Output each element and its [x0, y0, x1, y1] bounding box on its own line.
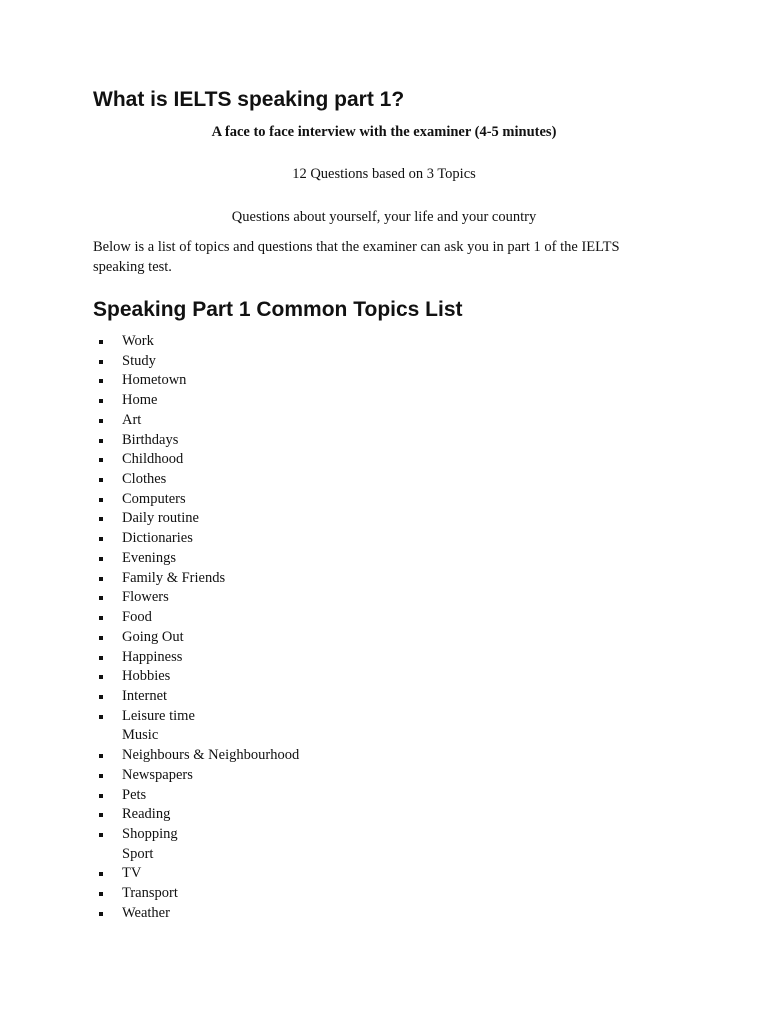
list-item-label: Dictionaries	[122, 530, 193, 547]
list-item	[93, 411, 299, 431]
list-item	[93, 509, 299, 529]
list-item-label: Study	[122, 352, 156, 369]
list-item-label: Flowers	[122, 589, 169, 606]
list-item-label: Happiness	[122, 648, 183, 665]
list-item	[93, 864, 299, 884]
list-item-label: Birthdays	[122, 431, 179, 448]
list-item	[93, 726, 299, 746]
square-bullet-icon	[99, 537, 103, 541]
square-bullet-icon	[99, 675, 103, 679]
square-bullet-icon	[99, 498, 103, 502]
square-bullet-icon	[99, 695, 103, 699]
square-bullet-icon	[99, 715, 103, 719]
question-count-line: 12 Questions based on 3 Topics	[292, 166, 476, 182]
list-item-label: Music	[122, 727, 159, 744]
subtitle: A face to face interview with the examiner (4-5 minutes)	[211, 124, 557, 140]
square-bullet-icon	[99, 872, 103, 876]
square-bullet-icon	[99, 379, 103, 383]
list-item	[93, 687, 299, 707]
list-item-label: Evenings	[122, 549, 176, 566]
topics-list	[93, 332, 299, 924]
square-bullet-icon	[99, 774, 103, 778]
list-item-label: Family & Friends	[122, 569, 226, 586]
list-item-label: TV	[122, 865, 142, 882]
list-item	[93, 332, 299, 352]
list-item	[93, 648, 299, 668]
section-heading: Speaking Part 1 Common Topics List	[93, 298, 463, 321]
square-bullet-icon	[99, 419, 103, 423]
square-bullet-icon	[99, 517, 103, 521]
square-bullet-icon	[99, 833, 103, 837]
square-bullet-icon	[99, 636, 103, 640]
list-item	[93, 391, 299, 411]
list-item	[93, 470, 299, 490]
list-item-label: Sport	[122, 845, 154, 862]
list-item-label: Pets	[122, 786, 147, 803]
list-item	[93, 608, 299, 628]
square-bullet-icon	[99, 577, 103, 581]
square-bullet-icon	[99, 557, 103, 561]
square-bullet-icon	[99, 794, 103, 798]
square-bullet-icon	[99, 399, 103, 403]
list-item-label: Transport	[122, 885, 178, 902]
list-item	[93, 786, 299, 806]
topics-line: Questions about yourself, your life and your country	[231, 209, 537, 225]
list-item-label: Daily routine	[122, 510, 199, 527]
list-item-label: Shopping	[122, 825, 178, 842]
square-bullet-icon	[99, 754, 103, 758]
list-item-label: Home	[122, 392, 158, 409]
square-bullet-icon	[99, 912, 103, 916]
list-item-label: Going Out	[122, 628, 184, 645]
list-item-label: Childhood	[122, 451, 184, 468]
list-item	[93, 450, 299, 470]
list-item	[93, 884, 299, 904]
list-item	[93, 371, 299, 391]
page-title: What is IELTS speaking part 1?	[93, 88, 405, 111]
square-bullet-icon	[99, 360, 103, 364]
list-item-label: Leisure time	[122, 707, 195, 724]
list-item	[93, 766, 299, 786]
list-item	[93, 569, 299, 589]
list-item	[93, 490, 299, 510]
list-item	[93, 667, 299, 687]
list-item-label: Newspapers	[122, 766, 193, 783]
list-item	[93, 431, 299, 451]
list-item	[93, 628, 299, 648]
list-item	[93, 746, 299, 766]
square-bullet-icon	[99, 596, 103, 600]
list-item-label: Computers	[122, 490, 186, 507]
list-item	[93, 904, 299, 924]
list-item	[93, 352, 299, 372]
list-item-label: Hobbies	[122, 668, 171, 685]
list-item-label: Food	[122, 609, 152, 626]
list-item	[93, 529, 299, 549]
list-item-label: Reading	[122, 806, 171, 823]
list-item-label: Neighbours & Neighbourhood	[122, 747, 300, 764]
list-item-label: Hometown	[122, 372, 187, 389]
square-bullet-icon	[99, 813, 103, 817]
square-bullet-icon	[99, 439, 103, 443]
list-item	[93, 588, 299, 608]
list-item-label: Art	[122, 411, 142, 428]
list-item	[93, 549, 299, 569]
square-bullet-icon	[99, 616, 103, 620]
square-bullet-icon	[99, 892, 103, 896]
list-item	[93, 805, 299, 825]
list-item	[93, 825, 299, 845]
square-bullet-icon	[99, 478, 103, 482]
intro-paragraph: Below is a list of topics and questions that the examiner can ask you in part 1 of the IELTS speaking test.	[93, 239, 620, 275]
square-bullet-icon	[99, 458, 103, 462]
list-item-label: Clothes	[122, 471, 167, 488]
list-item-label: Work	[122, 333, 154, 349]
list-item-label: Weather	[122, 904, 170, 921]
list-item	[93, 845, 299, 865]
square-bullet-icon	[99, 340, 103, 344]
list-item	[93, 707, 299, 727]
square-bullet-icon	[99, 656, 103, 660]
list-item-label: Internet	[122, 687, 168, 704]
